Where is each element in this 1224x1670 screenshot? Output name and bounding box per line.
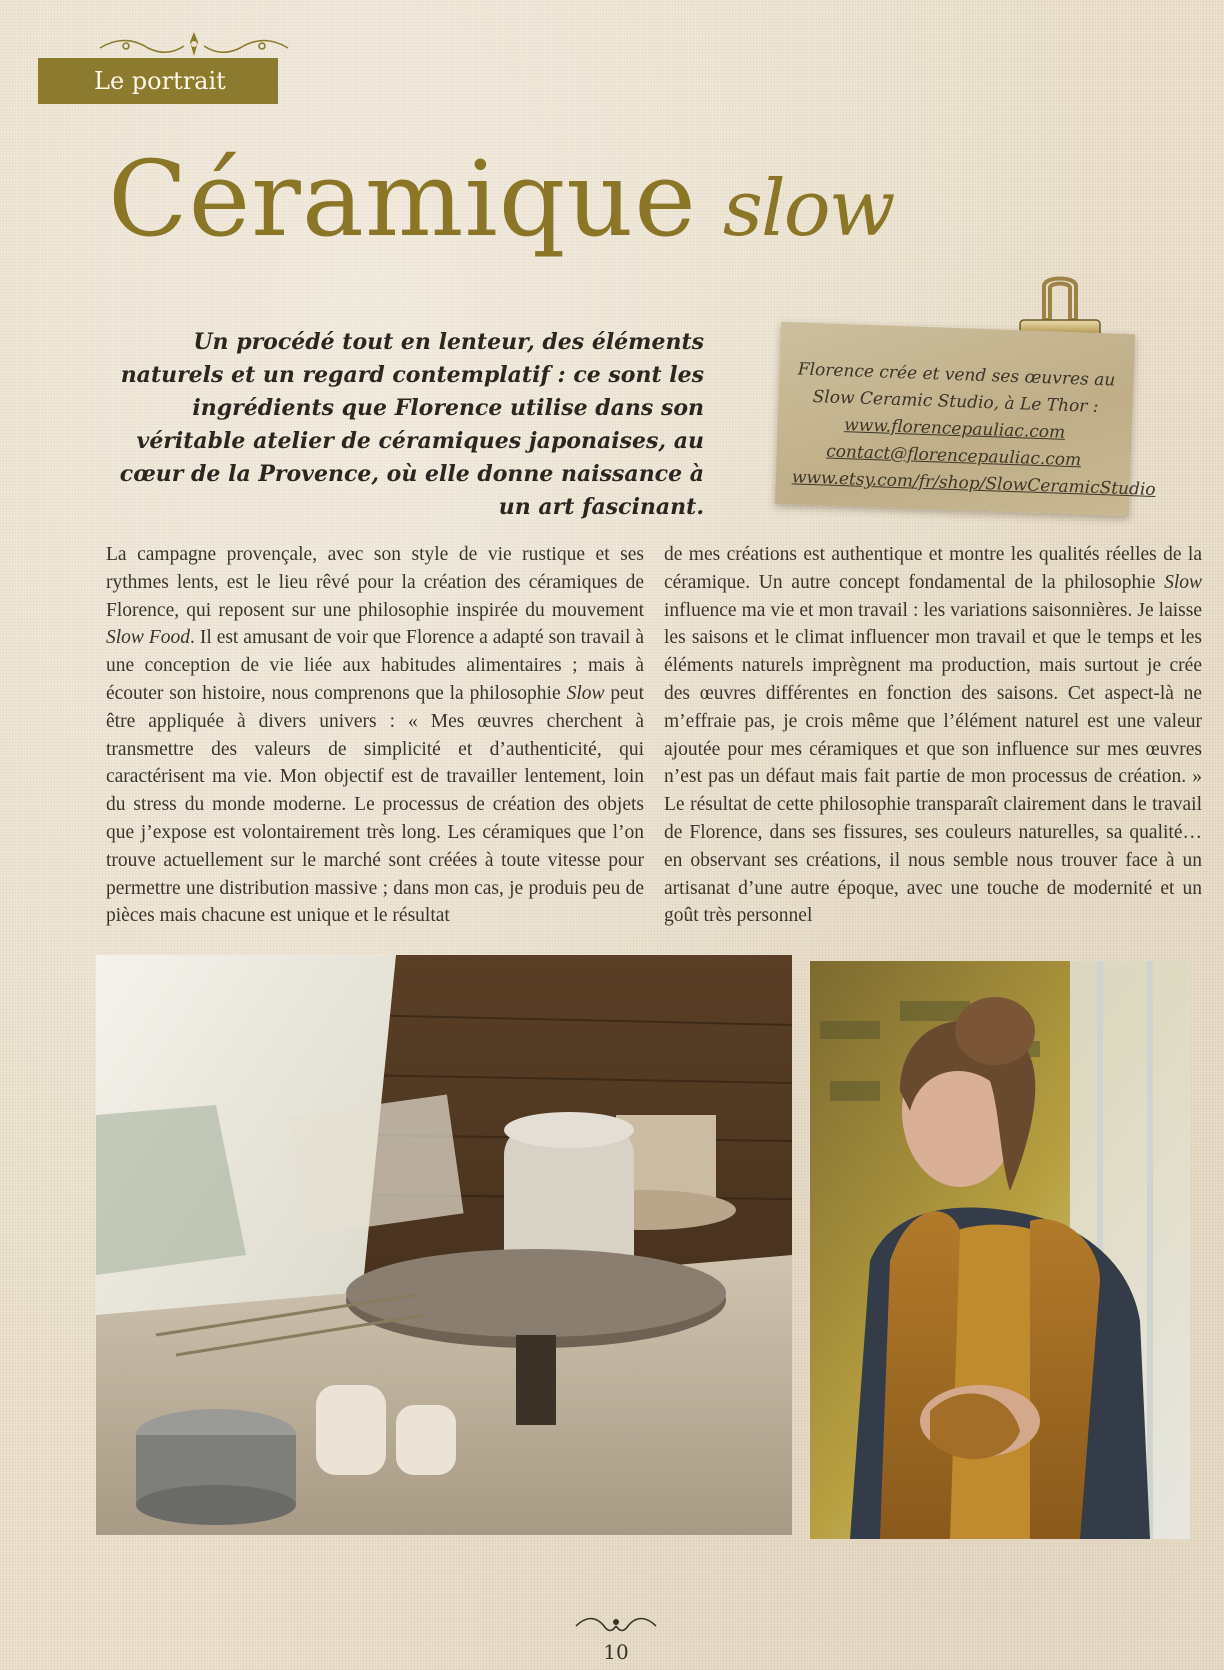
col1-text-2: . Il est amusant de voir que Florence a adapté son travail à une conception de vie liée aux habitudes alimentaires ; mais à écouter son histoire, nous comprenons que la philosophie <box>106 627 644 704</box>
col2-text-1: de mes créations est authentique et montre les qualités réelles de la céramique. Un autre concept fondamental de la philosophie <box>664 544 1202 593</box>
note-line-1: Florence crée et vend ses œuvres au <box>797 359 1116 391</box>
col1-em-2: Slow <box>566 682 605 704</box>
workshop-photo <box>96 955 792 1535</box>
title-main: Céramique <box>108 138 697 260</box>
contact-note <box>775 322 1156 516</box>
article-lede: Un procédé tout en lenteur, des éléments naturels et un regard contemplatif : ce sont les ingrédients que Florence utilise dans son véritable atelier de céramiques japonaises, au cœur de la Provence, où elle donne naissance à un art fascinant. <box>119 329 704 520</box>
bottom-flourish-ornament <box>572 1612 660 1638</box>
col1-text-1: La campagne provençale, avec son style de vie rustique et ses rythmes lents, est le lieu rêvé pour la création des céramiques de Florence, qui reposent sur une philosophie inspirée du mouvement <box>106 544 644 621</box>
portrait-photo <box>810 961 1190 1539</box>
title-accent: slow <box>722 164 894 254</box>
email-link[interactable]: contact@florencepauliac.com <box>825 441 1082 471</box>
etsy-link[interactable]: www.etsy.com/fr/shop/SlowCeramicStudio <box>791 467 1156 501</box>
article-column-right <box>664 541 1202 930</box>
article-column-left <box>106 541 644 930</box>
col2-text-2: influence ma vie et mon travail : les variations saisonnières. Je laisse les saisons et le climat influencer mon travail et que le temps et les éléments naturels imprègnent ma production, mais surtout je crée des œuvres différentes en fonction des saisons. Cet aspect-là ne m’effraie pas, je crois même que l’élément naturel est une valeur ajoutée pour mes céramiques et que son influence sur mes œuvres n’est pas un défaut mais fait partie de mon processus de création. » Le résultat de cette philosophie transparaît clairement dans le travail de Florence, dans ses fissures, ses couleurs naturelles, sa qualité… en observant ses créations, il nous semble nous trouver face à un artisanat d’une autre époque, avec une touche de modernité et un goût très personnel <box>664 599 1202 927</box>
section-label: Le portrait <box>94 67 226 95</box>
section-tag <box>38 58 278 104</box>
note-line-2: Slow Ceramic Studio, à Le Thor : <box>812 387 1099 417</box>
website-link[interactable]: www.florencepauliac.com <box>843 415 1066 443</box>
top-flourish-ornament <box>96 30 292 60</box>
page-number: 10 <box>603 1640 629 1664</box>
col1-text-3: peut être appliquée à divers univers : « Mes œuvres cherchent à transmettre des valeurs de simplicité et d’authenticité, qui caractérisent ma vie. Mon objectif est de travailler lentement, loin du stress du monde moderne. Le processus de création des objets que j’expose est volontairement très long. Les céramiques que l’on trouve actuellement sur le marché sont créées à toute vitesse pour permettre une distribution massive ; dans mon cas, je produis peu de pièces mais chacune est unique et le résultat <box>106 682 644 927</box>
col2-em-1: Slow <box>1164 571 1202 593</box>
col1-em-1: Slow Food <box>106 627 191 649</box>
article-title <box>108 138 1088 288</box>
